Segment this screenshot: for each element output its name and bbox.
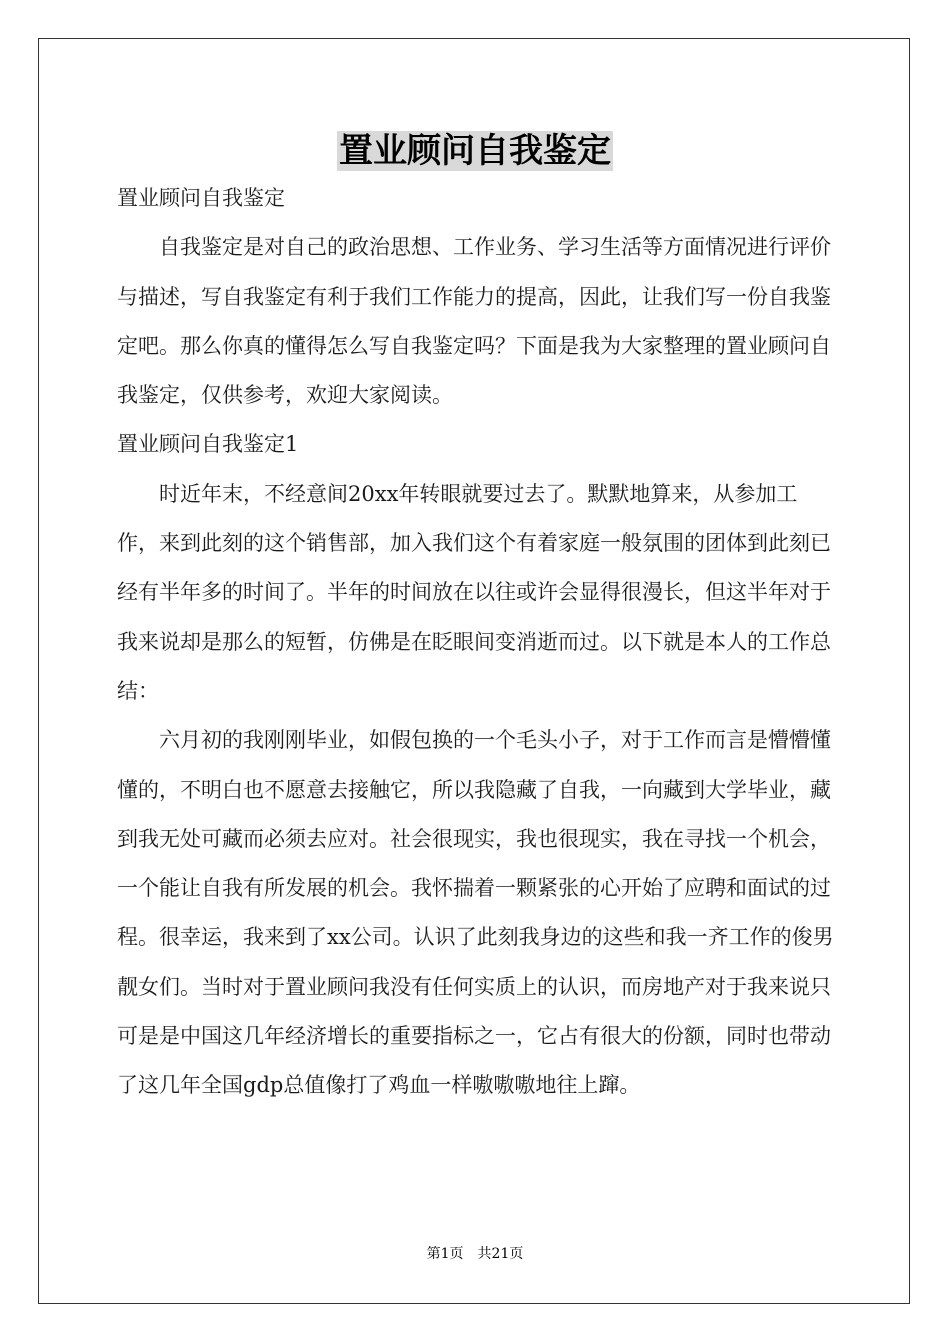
paragraph-body-2: 六月初的我刚刚毕业，如假包换的一个毛头小子，对于工作而言是懵懵懂懂的，不明白也不愿意去接触它，所以我隐藏了自我，一向藏到大学毕业，藏到我无处可藏而必须去应对。社会很现实，我也很现实，我在寻找一个机会，一个能让自我有所发展的机会。我怀揣着一颗紧张的心开始了应聘和面试的过程。很幸运，我来到了xx公司。认识了此刻我身边的这些和我一齐工作的俊男靓女们。当时对于置业顾问我没有任何实质上的认识，而房地产对于我来说只可是是中国这几年经济增长的重要指标之一，它占有很大的份额，同时也带动了这几年全国gdp总值像打了鸡血一样嗷嗷嗷地往上蹿。 <box>117 728 834 1098</box>
document-body <box>117 174 837 1111</box>
paragraph-subtitle: 置业顾问自我鉴定 <box>117 186 285 210</box>
document-title <box>0 126 950 176</box>
paragraph-section-heading: 置业顾问自我鉴定1 <box>117 432 299 457</box>
paragraph-body-1: 时近年末，不经意间20xx年转眼就要过去了。默默地算来，从参加工作，来到此刻的这个销售部，加入我们这个有着家庭一般氛围的团体到此刻已经有半年多的时间了。半年的时间放在以往或许会显得很漫长，但这半年对于我来说却是那么的短暂，仿佛是在眨眼间变消逝而过。以下就是本人的工作总结： <box>117 481 831 703</box>
page-number: 第1页 <box>426 1246 464 1262</box>
document-title-text: 置业顾问自我鉴定 <box>339 131 611 171</box>
paragraph-intro: 自我鉴定是对自己的政治思想、工作业务、学习生活等方面情况进行评价与描述，写自我鉴定有利于我们工作能力的提高，因此，让我们写一份自我鉴定吧。那么你真的懂得怎么写自我鉴定吗？下面是我为大家整理的置业顾问自我鉴定，仅供参考，欢迎大家阅读。 <box>117 235 831 408</box>
page-total: 共21页 <box>477 1246 524 1262</box>
page-footer <box>0 1244 950 1264</box>
